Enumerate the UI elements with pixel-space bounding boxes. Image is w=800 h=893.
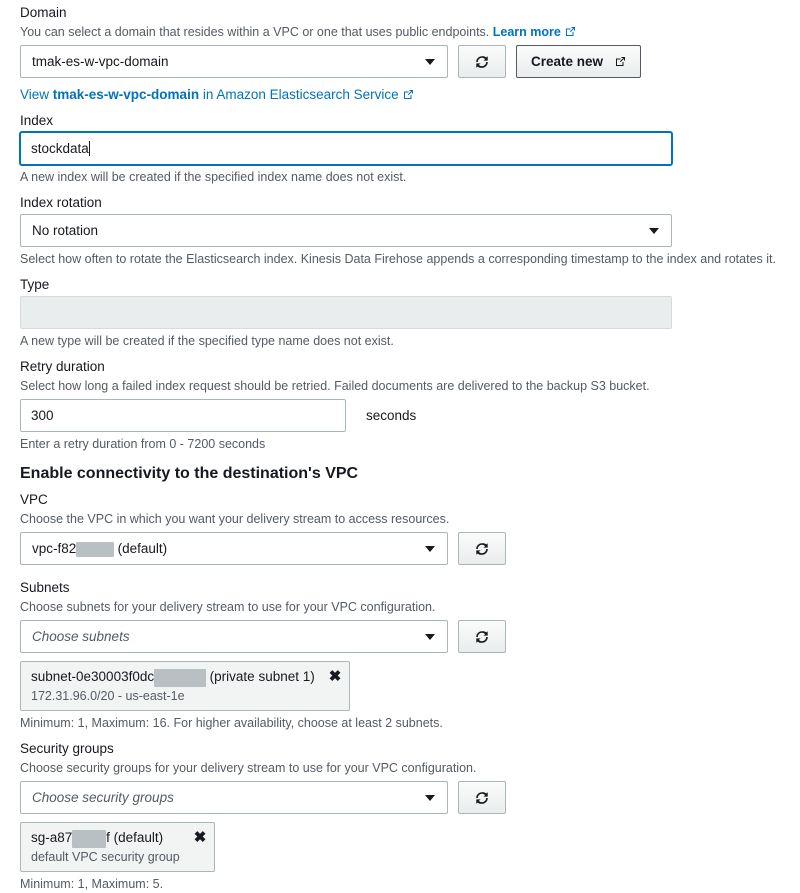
chevron-down-icon — [649, 228, 659, 234]
view-domain-link[interactable]: tmak-es-w-vpc-domain — [52, 87, 200, 102]
refresh-icon — [474, 790, 490, 806]
security-groups-row — [20, 781, 780, 814]
security-groups-hint: Choose security groups for your delivery stream to use for your VPC configuration. — [20, 761, 477, 775]
view-domain-line — [20, 86, 780, 104]
security-groups-select-placeholder: Choose security groups — [32, 790, 174, 805]
security-groups-refresh-button[interactable] — [458, 781, 506, 814]
refresh-icon — [474, 629, 490, 645]
retry-duration-row — [20, 399, 780, 432]
redacted-text — [72, 830, 106, 848]
retry-duration-value: 300 — [31, 408, 54, 423]
security-groups-hint-below: Minimum: 1, Maximum: 5. — [20, 877, 164, 891]
subnet-chip-body — [31, 668, 315, 704]
domain-hint-text: You can select a domain that resides within a VPC or one that uses public endpoints. — [20, 25, 493, 39]
remove-security-group-icon[interactable]: ✖ — [193, 829, 207, 846]
security-group-chip-container — [20, 822, 780, 872]
index-input[interactable] — [20, 132, 672, 165]
retry-duration-unit: seconds — [366, 408, 417, 423]
vpc-refresh-button[interactable] — [458, 532, 506, 565]
security-group-chip-body — [31, 829, 180, 865]
domain-hint — [20, 24, 780, 41]
subnets-hint: Choose subnets for your delivery stream to use for your VPC configuration. — [20, 600, 436, 614]
refresh-icon — [474, 54, 490, 70]
refresh-icon — [474, 541, 490, 557]
retry-duration-hint-below: Enter a retry duration from 0 - 7200 seconds — [20, 437, 266, 451]
retry-duration-label: Retry duration — [20, 359, 105, 374]
security-group-chip[interactable] — [20, 822, 215, 872]
vpc-connectivity-heading: Enable connectivity to the destination's VPC — [20, 465, 359, 482]
redacted-text — [154, 669, 206, 687]
security-group-chip-subtitle: default VPC security group — [31, 850, 180, 864]
subnet-chip[interactable] — [20, 661, 350, 711]
vpc-label: VPC — [20, 492, 48, 507]
vpc-select-value: vpc-f82 (default) — [32, 540, 168, 556]
domain-refresh-button[interactable] — [458, 45, 506, 78]
index-rotation-label: Index rotation — [20, 195, 102, 210]
domain-selector-row — [20, 45, 780, 78]
index-rotation-select[interactable] — [20, 214, 672, 247]
external-link-icon — [403, 89, 414, 100]
retry-duration-input[interactable] — [20, 399, 346, 432]
subnets-select[interactable] — [20, 620, 448, 653]
vpc-hint: Choose the VPC in which you want your delivery stream to access resources. — [20, 512, 450, 526]
vpc-row — [20, 532, 780, 565]
view-domain-prefix: View — [20, 87, 53, 102]
subnet-chip-title: subnet-0e30003f0dc (private subnet 1) — [31, 668, 315, 687]
index-input-value: stockdata — [31, 141, 89, 156]
remove-subnet-icon[interactable]: ✖ — [328, 668, 342, 685]
subnet-chip-subtitle: 172.31.96.0/20 - us-east-1e — [31, 689, 185, 703]
type-input[interactable] — [20, 296, 672, 329]
subnets-select-placeholder: Choose subnets — [32, 629, 130, 644]
retry-duration-hint: Select how long a failed index request should be retried. Failed documents are delivered to the backup S3 bucket. — [20, 379, 650, 393]
index-rotation-value: No rotation — [32, 223, 99, 238]
vpc-select[interactable] — [20, 532, 448, 565]
security-groups-label: Security groups — [20, 741, 114, 756]
domain-learn-more-link[interactable]: Learn more — [492, 25, 561, 39]
domain-select[interactable] — [20, 45, 448, 78]
security-group-chip-title: sg-a87 f (default) — [31, 829, 180, 848]
domain-label: Domain — [20, 5, 67, 20]
external-link-icon — [565, 26, 576, 37]
subnets-row — [20, 620, 780, 653]
subnets-label: Subnets — [20, 580, 70, 595]
chevron-down-icon — [425, 59, 435, 65]
chevron-down-icon — [425, 634, 435, 640]
index-hint: A new index will be created if the specified index name does not exist. — [20, 170, 407, 184]
view-domain-suffix: in Amazon Elasticsearch Service — [199, 87, 399, 102]
subnets-refresh-button[interactable] — [458, 620, 506, 653]
index-label: Index — [20, 113, 54, 128]
subnets-hint-below: Minimum: 1, Maximum: 16. For higher availability, choose at least 2 subnets. — [20, 716, 443, 730]
chevron-down-icon — [425, 546, 435, 552]
domain-select-value: tmak-es-w-vpc-domain — [32, 54, 169, 69]
subnet-chip-container — [20, 661, 780, 711]
type-label: Type — [20, 277, 50, 292]
create-new-domain-button[interactable] — [516, 45, 641, 78]
security-groups-select[interactable] — [20, 781, 448, 814]
chevron-down-icon — [425, 795, 435, 801]
index-rotation-hint: Select how often to rotate the Elasticsearch index. Kinesis Data Firehose appends a corresponding timestamp to the index and rotates it. — [20, 252, 776, 266]
external-link-icon — [615, 56, 626, 67]
create-new-label: Create new — [531, 54, 604, 69]
redacted-text — [76, 542, 114, 557]
type-hint: A new type will be created if the specified type name does not exist. — [20, 334, 394, 348]
